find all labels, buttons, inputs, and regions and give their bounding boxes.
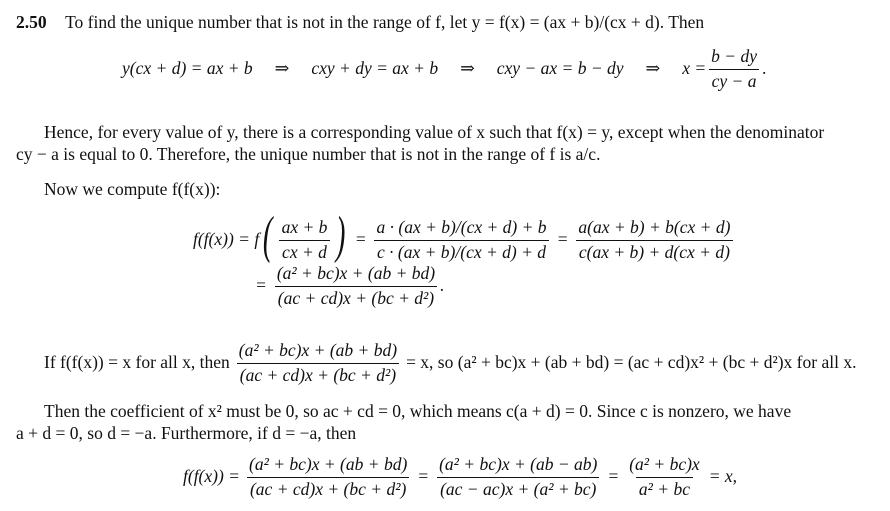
fraction-numerator: b − dy xyxy=(711,46,757,66)
right-paren: ) xyxy=(336,207,346,264)
chain-step-2: cxy + dy = ax + b xyxy=(311,58,439,79)
fraction-denominator: c · (ax + b)/(cx + d) + d xyxy=(374,240,549,262)
ffx-lhs: f(f(x)) = f xyxy=(193,229,260,250)
final-fraction-3 xyxy=(626,456,703,498)
fraction-denominator: (ac + cd)x + (bc + d²) xyxy=(275,286,437,308)
middle-fraction xyxy=(374,219,550,261)
implication-chain: y(cx + d) = ax + b ⇒ cxy + dy = ax + b ⇒ cxy − ax = b − dy ⇒ x = $\frac{b - dy}{cy - a}$ . xyxy=(122,46,767,91)
final-fraction-2 xyxy=(436,456,600,498)
fraction-numerator: (a² + bc)x + (ab + bd) xyxy=(276,263,436,283)
fraction-denominator: (ac − ac)x + (a² + bc) xyxy=(437,477,599,499)
chain-step-1: y(cx + d) = ax + b xyxy=(122,58,253,79)
fraction-denominator: a² + bc xyxy=(636,477,693,499)
para-if-line xyxy=(44,342,856,384)
implies-arrow-3: ⇒ xyxy=(645,58,661,79)
fraction-denominator: cy − a xyxy=(709,69,760,91)
chain-step-3: cxy − ax = b − dy xyxy=(496,58,624,79)
para-coefficient-line-2: a + d = 0, so d = −a. Furthermore, if d = −a, then xyxy=(16,423,357,443)
fraction-numerator: ax + b xyxy=(281,217,328,237)
left-paren: ( xyxy=(263,207,273,264)
para-hence-line-2: cy − a is equal to 0. Therefore, the unique number that is not in the range of f is a/c. xyxy=(16,144,601,164)
fraction-numerator: (a² + bc)x + (ab − ab) xyxy=(439,454,598,474)
ffx-equation-line-1: f(f(x)) = f ( $\frac{ax + b}{cx + d}$ ) = $\frac{a \cdot (ax + b)/(cx + d) + b}{c \cdot (ax + b)/(cx + d) + d}$ = $\frac{a(ax + b) + b(cx + d)}{c(ax + b) + d(cx + d)}$ xyxy=(193,214,735,266)
inner-fraction xyxy=(279,219,331,261)
final-lhs: f(f(x)) = xyxy=(183,466,240,487)
implies-arrow-1: ⇒ xyxy=(274,58,290,79)
problem-number: 2.50 xyxy=(16,12,47,32)
fraction-denominator: (ac + cd)x + (bc + d²) xyxy=(247,477,409,499)
final-equation: f(f(x)) = $\frac{\text{(a² + bc)x + (ab + bd)}}{\text{(ac + cd)x + (bc + d²)}}$ = $\frac{\text{(a² + bc)x + (ab − ab)}}{\text{(ac − ac)x + (a² + bc)}}$ = $\frac{\text{(a² + bc)x}}{\text{a² + bc}}$ = x, xyxy=(183,454,738,499)
problem-intro: To find the unique number that is not in the range of f, let y = f(x) = (ax + b)/(cx + d). Then xyxy=(65,12,705,32)
implies-arrow-2: ⇒ xyxy=(460,58,475,79)
fraction-denominator: cx + d xyxy=(279,240,330,262)
final-fraction-1 xyxy=(246,456,410,498)
chain-step-4-left: x = xyxy=(682,58,707,79)
fraction-numerator: (a² + bc)x xyxy=(629,454,700,474)
fraction-denominator: c(ax + b) + d(cx + d) xyxy=(576,240,733,262)
para-if-fraction xyxy=(236,342,400,384)
ffx-equation-line-2: = $\frac{\text{(a² + bc)x + (ab + bd)}}{\text{(ac + cd)x + (bc + d²)}}$ . xyxy=(255,263,445,308)
para-if-tail: = x, so (a² + bc)x + (ab + bd) = (ac + cd)x² + (bc + d²)x for all x. xyxy=(406,352,857,373)
fraction-numerator: a(ax + b) + b(cx + d) xyxy=(578,217,731,237)
para-hence-line-1: Hence, for every value of y, there is a corresponding value of x such that f(x) = y, except when the denominator xyxy=(44,122,825,142)
right-fraction xyxy=(575,219,733,261)
para-if-lead: If f(f(x)) = x for all x, then xyxy=(44,352,230,373)
problem-header xyxy=(16,14,704,32)
para-coefficient-line-1: Then the coefficient of x² must be 0, so ac + cd = 0, which means c(a + d) = 0. Since c is nonzero, we have xyxy=(44,401,792,421)
fraction-denominator: (ac + cd)x + (bc + d²) xyxy=(237,363,399,385)
para-compute: Now we compute f(f(x)): xyxy=(44,179,221,199)
chain-step-4-fraction xyxy=(708,48,760,90)
fraction-numerator: (a² + bc)x + (ab + bd) xyxy=(238,340,398,360)
fraction-numerator: (a² + bc)x + (ab + bd) xyxy=(249,454,408,474)
fraction-numerator: a · (ax + b)/(cx + d) + b xyxy=(376,217,547,237)
final-tail: = x, xyxy=(708,466,738,487)
simplified-fraction xyxy=(274,265,438,307)
